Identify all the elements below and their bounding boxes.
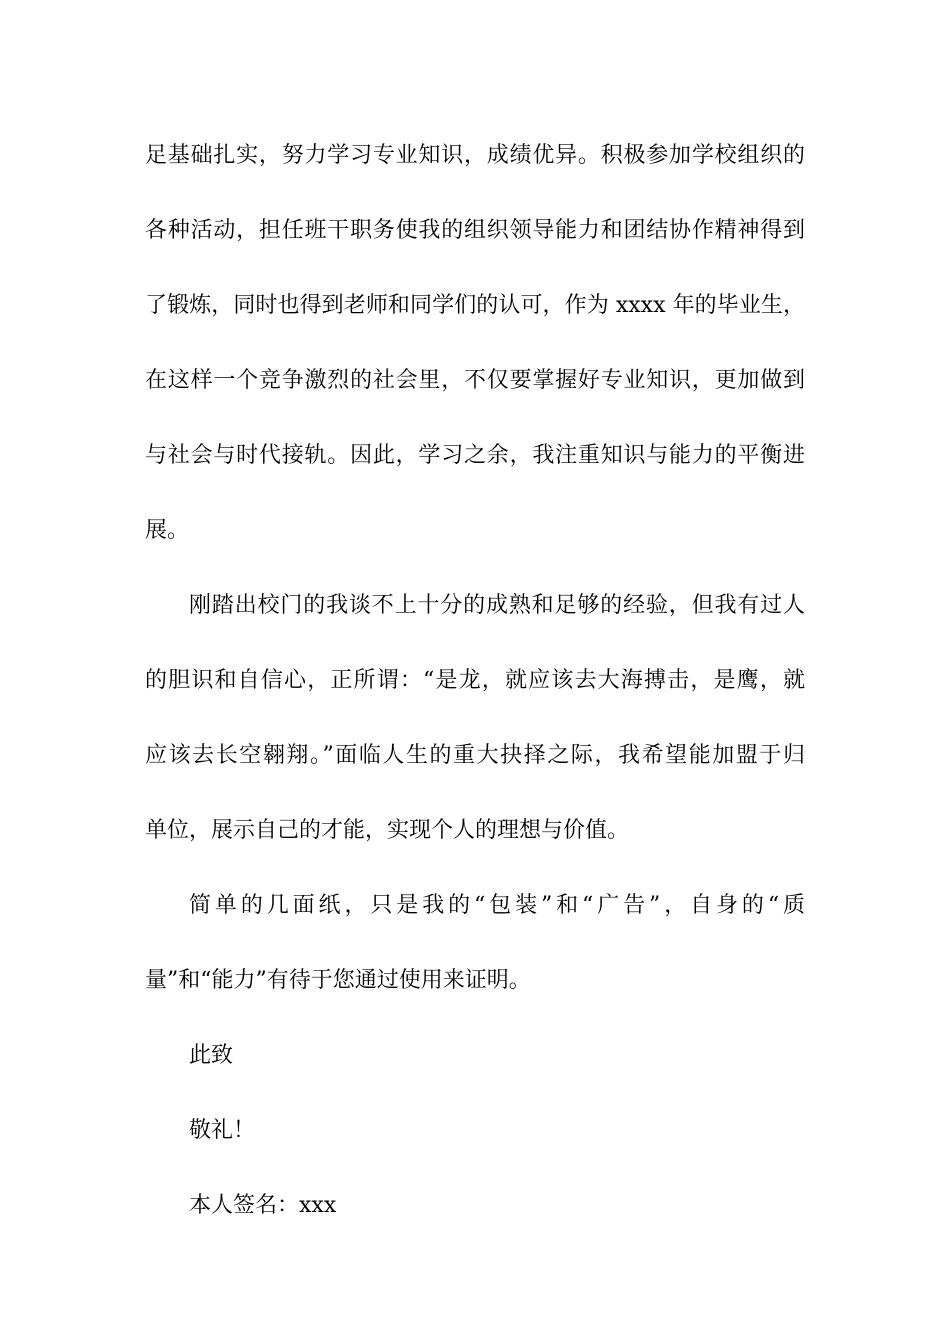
closing-respect: 敬礼！ — [189, 1118, 256, 1143]
paragraph-3 — [145, 868, 805, 1018]
paragraph-line: 量”和“能力”有待于您通过使用来证明。 — [145, 968, 531, 993]
paragraph-line: 单位，展示自己的才能，实现个人的理想与价值。 — [145, 818, 630, 843]
paragraph-line: 的胆识和自信心，正所谓：“是龙，就应该去大海搏击，是鹰，就 — [145, 668, 805, 693]
letter-body — [145, 118, 805, 1243]
paragraph-line: 足基础扎实，努力学习专业知识，成绩优异。积极参加学校组织的 — [145, 143, 805, 168]
paragraph-line: 简单的几面纸，只是我的“包装”和“广告”，自身的“质 — [189, 893, 805, 918]
paragraph-line: 应该去长空翱翔。”面临人生的重大抉择之际，我希望能加盟于归 — [145, 743, 805, 768]
paragraph-line: 与社会与时代接轨。因此，学习之余，我注重知识与能力的平衡进 — [145, 443, 805, 468]
paragraph-line: 展。 — [145, 518, 190, 543]
paragraph-line: 刚踏出校门的我谈不上十分的成熟和足够的经验，但我有过人 — [189, 593, 805, 618]
closing-block — [145, 1018, 805, 1243]
closing-salutation: 此致 — [189, 1043, 234, 1068]
paragraph-2 — [145, 568, 805, 868]
signature-line: 本人签名：xxx — [189, 1193, 337, 1218]
paragraph-line: 各种活动，担任班干职务使我的组织领导能力和团结协作精神得到 — [145, 218, 805, 243]
paragraph-line: 了锻炼，同时也得到老师和同学们的认可，作为 xxxx 年的毕业生， — [145, 293, 805, 318]
paragraph-1 — [145, 118, 805, 568]
paragraph-line: 在这样一个竞争激烈的社会里，不仅要掌握好专业知识，更加做到 — [145, 368, 805, 393]
